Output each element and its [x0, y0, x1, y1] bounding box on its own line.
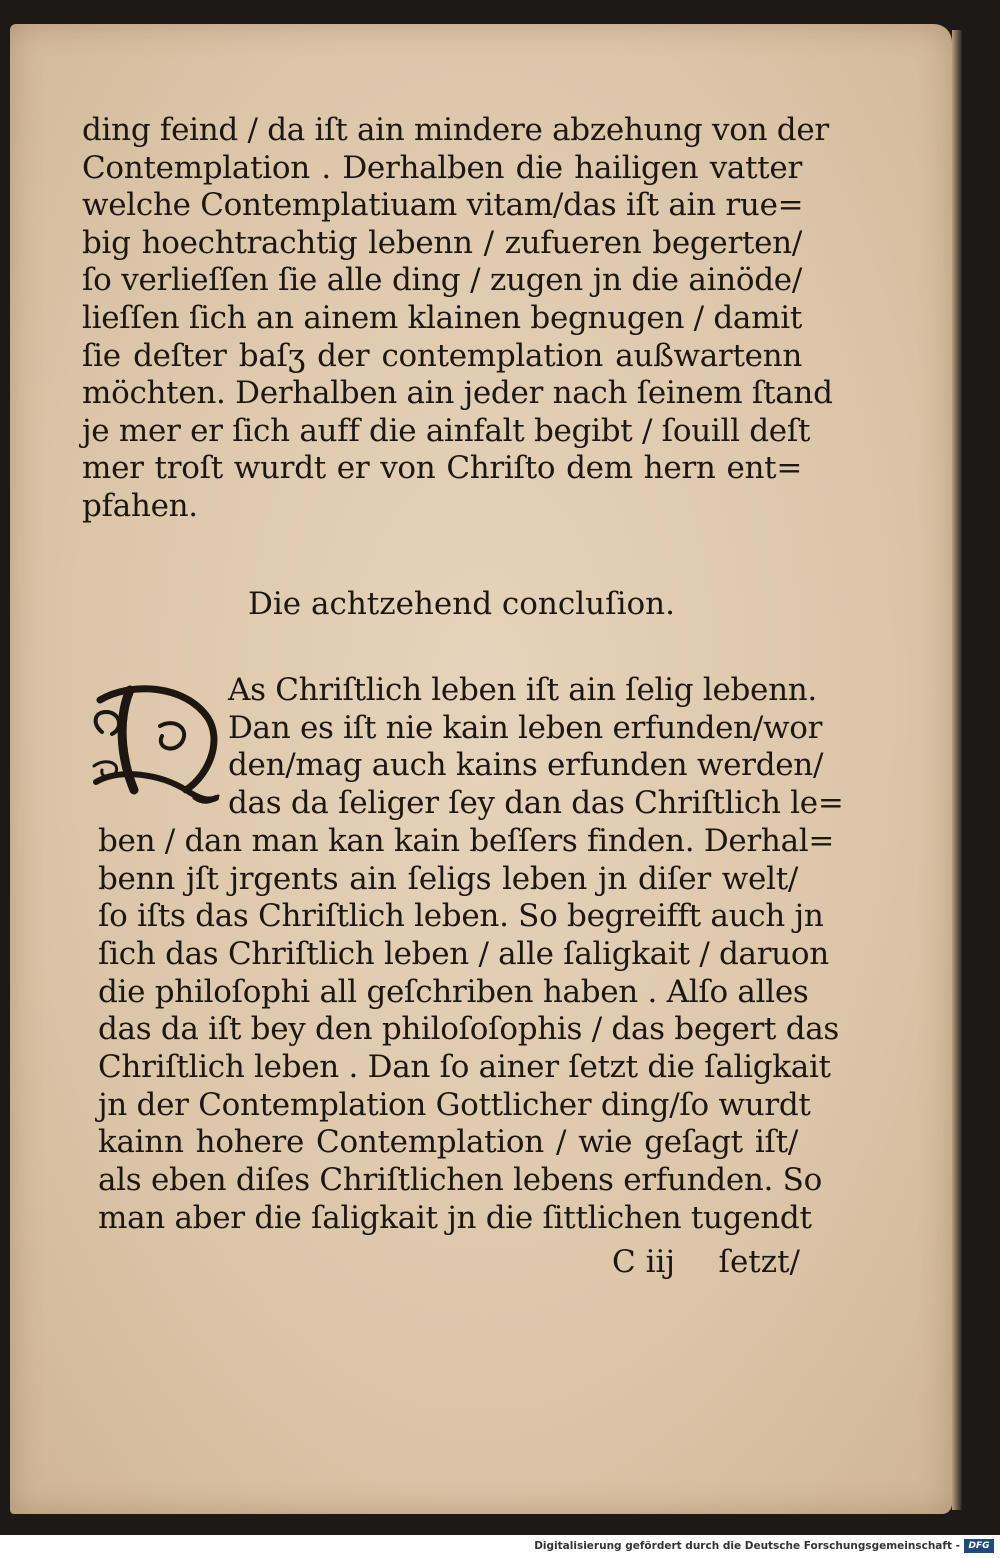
text-line: ben / dan man kan kain beſſers finden. Derhal=: [98, 822, 835, 859]
text-line: das da iſt bey den philoſoſophis / das begert das: [98, 1011, 840, 1048]
text-line: big hoechtrachtig lebenn / zufueren begerten/: [82, 224, 802, 261]
text-line: ſie deſter baſʒ der contemplation außwartenn: [82, 337, 802, 374]
text-line: möchten. Derhalben ain jeder nach ſeinem ſtand: [82, 375, 833, 412]
text-line: als eben diſes Chriſtlichen lebens erfunden. So: [98, 1162, 822, 1199]
text-line: pfahen.: [82, 487, 198, 524]
text-line: ſo verlieſſen ſie alle ding / zugen jn die ainöde/: [82, 262, 802, 299]
footer-bar: [0, 1535, 1000, 1558]
text-line: Chriſtlich leben . Dan ſo ainer ſetzt die ſaligkait: [98, 1049, 831, 1086]
text-line: mer troſt wurdt er von Chriſto dem hern ent=: [82, 450, 802, 487]
upper-paragraph: [82, 112, 833, 526]
text-line: jn der Contemplation Gottlicher ding/ſo wurdt: [98, 1086, 811, 1123]
text-line: die philoſophi all geſchriben haben . Alſo alles: [98, 973, 809, 1010]
signature-row: [612, 1243, 800, 1281]
text-line: ſich das Chriſtlich leben / alle ſaligkait / daruon: [98, 935, 829, 972]
text-line: das da ſeliger ſey dan das Chriſtlich le=: [228, 785, 844, 822]
signature-mark: C iij: [612, 1244, 676, 1280]
text-line: Contemplation . Derhalben die hailigen vatter: [82, 149, 802, 186]
section-heading: Die achtzehend concluſion.: [248, 586, 675, 622]
text-line: As Chriſtlich leben iſt ain ſelig lebenn.: [228, 672, 817, 708]
text-line: den/mag auch kains erfunden werden/: [228, 747, 824, 784]
text-line: man aber die ſaligkait jn die ſittlichen tugendt: [98, 1199, 812, 1236]
text-line: benn jſt jrgents ain ſeligs leben jn diſer welt/: [98, 860, 798, 897]
text-line: ſo iſts das Chriſtlich leben. So begreifft auch jn: [98, 898, 824, 935]
funding-credit: Digitalisierung gefördert durch die Deutsche Forschungsgemeinschaft -: [534, 1540, 960, 1552]
conclusion-paragraph: [98, 672, 844, 1238]
text-line: je mer er ſich auff die ainfalt begibt / ſouill deſt: [82, 412, 811, 449]
page-edge-shadow: [952, 30, 962, 1510]
text-line: welche Contemplatiuam vitam/das iſt ain rue=: [82, 187, 804, 224]
text-line: Dan es iſt nie kain leben erfunden/wor: [228, 709, 823, 746]
catchword: ſetzt/: [718, 1244, 800, 1280]
dfg-logo: DFG: [964, 1539, 994, 1553]
text-line: ding feind / da iſt ain mindere abzehung von der: [82, 112, 829, 148]
text-line: lieſſen ſich an ainem klainen begnugen / damit: [82, 299, 802, 336]
text-line: kainn hohere Contemplation / wie geſagt iſt/: [98, 1124, 798, 1161]
